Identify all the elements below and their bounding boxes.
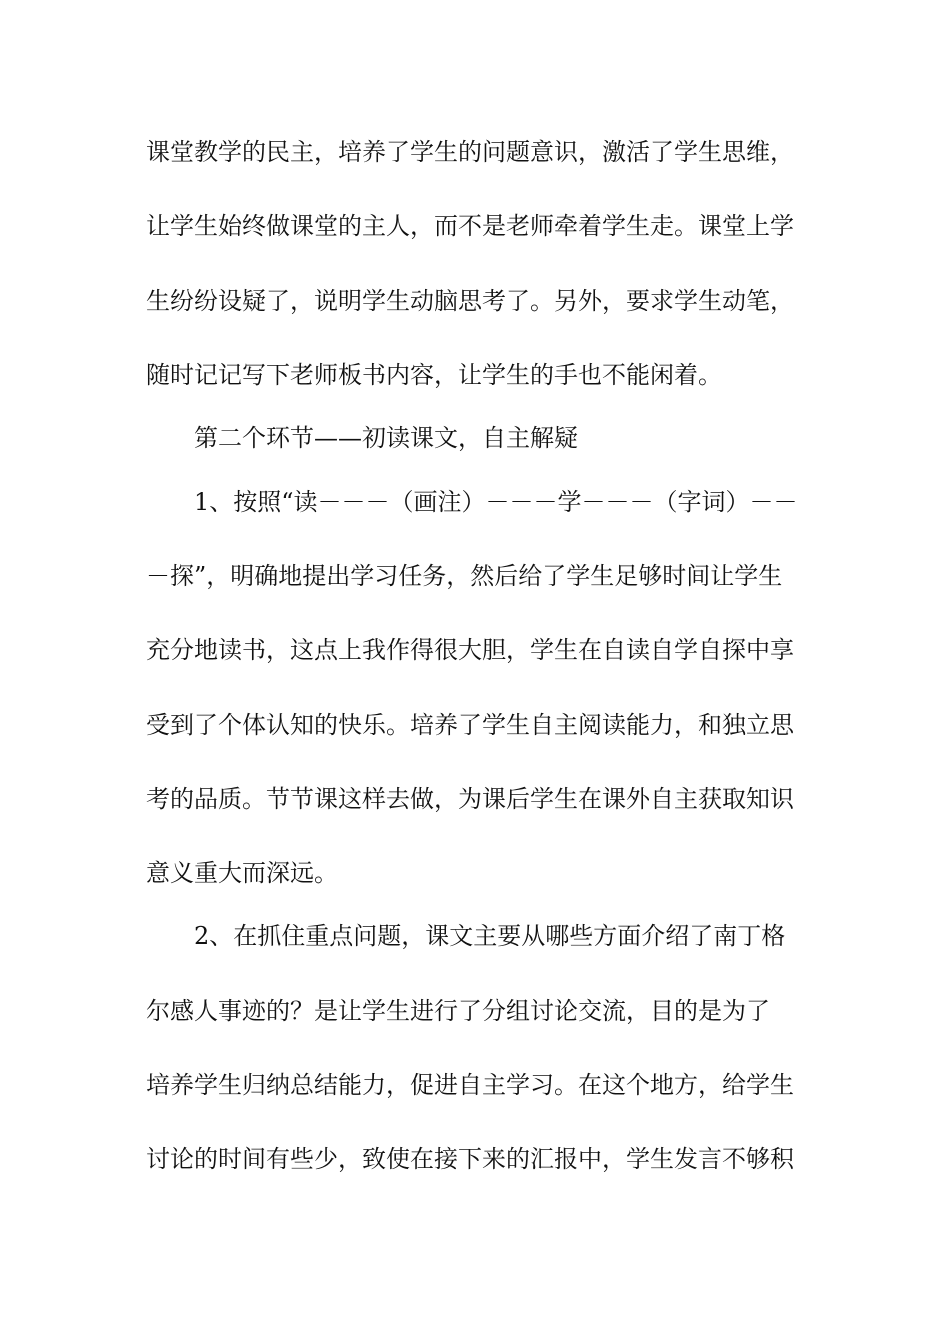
text-line: 讨论的时间有些少，致使在接下来的汇报中，学生发言不够积 [146,1145,794,1173]
text-line: 2、在抓住重点问题，课文主要从哪些方面介绍了南丁格 [194,922,786,950]
text-line: 考的品质。节节课这样去做，为课后学生在课外自主获取知识 [146,785,794,813]
text-line: 让学生始终做课堂的主人，而不是老师牵着学生走。课堂上学 [146,212,794,240]
text-line: －探”，明确地提出学习任务，然后给了学生足够时间让学生 [146,562,783,590]
text-line: 尔感人事迹的？是让学生进行了分组讨论交流，目的是为了 [146,997,770,1025]
text-line: 受到了个体认知的快乐。培养了学生自主阅读能力，和独立思 [146,711,794,739]
text-line: 培养学生归纳总结能力，促进自主学习。在这个地方，给学生 [146,1071,794,1099]
text-line: 生纷纷设疑了，说明学生动脑思考了。另外，要求学生动笔， [146,287,794,315]
text-line: 1、按照“读－－－（画注）－－－学－－－（字词）－－ [194,488,798,516]
text-line: 充分地读书，这点上我作得很大胆，学生在自读自学自探中享 [146,636,794,664]
text-line: 课堂教学的民主，培养了学生的问题意识，激活了学生思维， [146,138,794,166]
section-heading: 第二个环节——初读课文，自主解疑 [194,424,578,452]
text-line: 随时记记写下老师板书内容，让学生的手也不能闲着。 [146,361,722,389]
text-line: 意义重大而深远。 [146,859,338,887]
